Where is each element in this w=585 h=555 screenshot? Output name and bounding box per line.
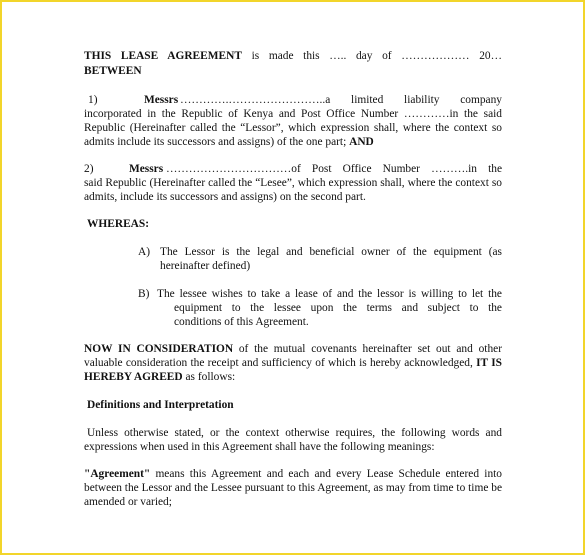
- definitions-paragraph: Unless otherwise stated, or the context otherwise requires, the following words and expressions when used in this Agreement shall have the following meanings:: [84, 427, 502, 453]
- between-label: BETWEEN: [84, 65, 142, 77]
- recital-a-text: The Lessor is the legal and beneficial owner of the equipment (as: [160, 246, 502, 258]
- recital-b-label: B): [138, 288, 150, 300]
- party1-first-line: [84, 94, 502, 108]
- party2-first-line: [84, 163, 502, 177]
- party2-body: said Republic (Hereinafter called the “Lesee”, which expression shall, where the context so admits, include its successors and assigns) on the second part.: [84, 177, 502, 203]
- recital-a-label: A): [138, 246, 151, 258]
- consideration-bold-start: NOW IN CONSIDERATION: [84, 343, 234, 355]
- recital-b-line1: [84, 288, 502, 302]
- intro-line: [84, 50, 502, 64]
- and-label: AND: [349, 135, 374, 148]
- whereas-heading: WHEREAS:: [87, 218, 150, 230]
- agreement-definition: "Agreement" means this Agreement and each and every Lease Schedule entered into between the Lessor and the Lessee pursuant to this Agreement, as may from time to time be amended or varied;: [84, 468, 502, 508]
- agreed-bold: IT IS HEREBY AGREED: [84, 356, 502, 383]
- party1-messrs: Messrs: [144, 94, 179, 106]
- party1-number: 1): [88, 94, 98, 106]
- intro-made-text: is made this ….. day of ……………… 20…: [241, 50, 502, 62]
- party1-line1-rest: ………….……………………..a limited liability company: [180, 94, 502, 106]
- recital-b-line3: conditions of this Agreement.: [174, 316, 309, 328]
- agreement-term: "Agreement": [84, 468, 151, 480]
- party2-number: 2): [84, 163, 94, 175]
- agreement-title: THIS LEASE AGREEMENT: [84, 50, 242, 62]
- definitions-heading: Definitions and Interpretation: [87, 399, 234, 411]
- recital-a-line1: [84, 246, 502, 260]
- party1-body: incorporated in the Republic of Kenya and Post Office Number …………in the said Republic (Hereinafter called the “Lessor”, which expression shall, where the context so admits include its successors and assigns) of the one part; AND: [84, 108, 502, 148]
- party2-messrs: Messrs: [129, 163, 164, 175]
- recital-a-line2: hereinafter defined): [160, 260, 251, 272]
- party2-line1-rest: ……………………………of Post Office Number ……….in the: [166, 163, 502, 175]
- recital-b-text: The lessee wishes to take a lease of and the lessor is willing to let the: [157, 288, 502, 300]
- recital-b-line2: equipment to the lessee upon the terms and subject to the: [174, 302, 502, 314]
- consideration-paragraph: NOW IN CONSIDERATION of the mutual covenants hereinafter set out and other valuable consideration the receipt and sufficiency of which is hereby acknowledged, IT IS HEREBY AGREED as follows:: [84, 343, 502, 383]
